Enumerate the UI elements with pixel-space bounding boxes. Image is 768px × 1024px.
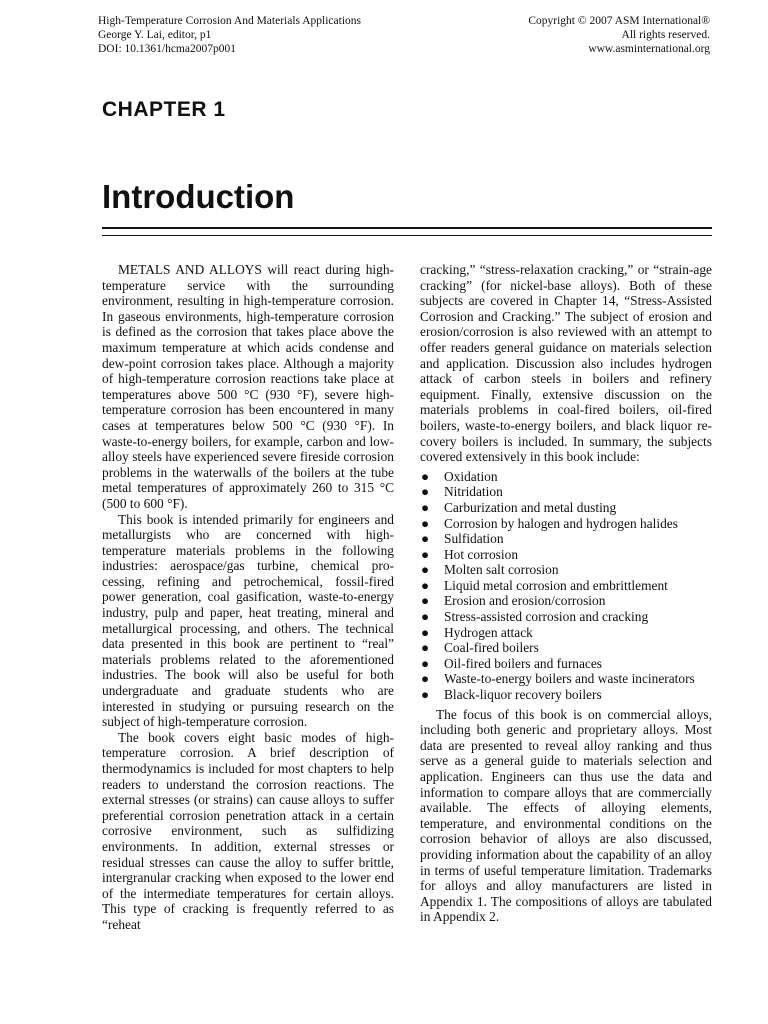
list-item: ● Molten salt corrosion bbox=[421, 562, 559, 578]
bullet-icon: ● bbox=[421, 546, 430, 562]
list-item: ● Hot corrosion bbox=[421, 546, 519, 562]
paragraph-1: METALS AND ALLOYS will react during high-temperature service with the surrounding environment, resulting in high-temperature corrosion. In gaseous environments, high-temperature corrosion is defined as the corrosion that takes place above the maximum temperature at which acids condense and dew-point corrosion takes place. Although a majority of high-temperature corrosion reactions take place at temperatures above 500 °C (930 °F), severe high-temperature corrosion has been encountered in many cases at temperatures below 500 °C (930 °F). In waste-to-energy boilers, for example, carbon and low-alloy steels have experienced severe fireside corrosion problems in the waterwalls of the boilers at the tube metal temperatures of approximately 260 to 315 °C (500 to 600 °F). bbox=[102, 262, 394, 511]
list-item: ● Stress-assisted corrosion and cracking bbox=[421, 609, 649, 625]
bullet-icon: ● bbox=[421, 484, 430, 500]
list-item: ● Corrosion by halogen and hydrogen halides bbox=[421, 515, 678, 531]
doi-line: DOI: 10.1361/hcma2007p001 bbox=[98, 43, 236, 55]
bullet-icon: ● bbox=[421, 655, 430, 671]
left-column bbox=[102, 262, 394, 933]
bullet-icon: ● bbox=[421, 562, 430, 578]
chapter-label: CHAPTER 1 bbox=[102, 98, 226, 121]
list-item: ● Nitridation bbox=[421, 484, 503, 500]
chapter-title: Introduction bbox=[102, 178, 295, 215]
bullet-icon: ● bbox=[421, 499, 430, 515]
paragraph-5: The focus of this book is on commercial alloys, including both generic and proprietary alloys. Most data are presented to reveal alloy ranking and thus serve as a general guide to materials selection and application. Engineers can thus use the data and information to compare alloys that are commercially available. The effects of alloying elements, temperature, and environmental conditions on the corrosion behavior of alloys are also discussed, providing information about the capability of an alloy in terms of useful temperature limitation. Trademarks for alloys and alloy manufacturers are listed in Appendix 1. The compositions of alloys are tabulated in Appendix 2. bbox=[420, 706, 712, 925]
topics-list bbox=[420, 469, 712, 703]
title-rule-thin bbox=[102, 235, 712, 236]
bullet-icon: ● bbox=[421, 687, 430, 703]
paragraph-4: cracking,” “stress-relaxation cracking,” or “strain-age cracking” (for nickel-base alloys). Both of these subjects are covered in Chapter 14, “Stress-Assisted Corrosion and Cracking.” The subject of erosion and erosion/corrosion is also reviewed with an attempt to offer readers general guidance on materials selection and application. Discussion also includes hydrogen attack of carbon steels in boilers and refinery equipment. Finally, extensive discussion on the materials problems in coal-fired boilers, oil-fired boilers, waste-to-energy boilers, and black liquor recovery boilers is included. In summary, the subjects covered extensively in this book include: bbox=[420, 262, 712, 465]
bullet-icon: ● bbox=[421, 593, 430, 609]
list-item: ● Hydrogen attack bbox=[421, 624, 533, 640]
paragraph-2: This book is intended primarily for engineers and metallurgists who are concerned with high-temperature materials problems in the following industries: aerospace/gas turbine, chemical processing, refining and petrochemical, fossil-fired power generation, coal gasification, waste-to-energy industry, pulp and paper, heat treating, mineral and metallurgical processing, and others. The technical data presented in this book are pertinent to “real” materials problems related to the aforementioned industries. The book will also be useful for both undergraduate and graduate students who are interested in studying or pursuing research on the subject of high-temperature corrosion. bbox=[102, 511, 394, 730]
list-item: ● Black-liquor recovery boilers bbox=[421, 687, 602, 703]
book-title-line: High-Temperature Corrosion And Materials Applications bbox=[98, 15, 362, 27]
list-item: ● Erosion and erosion/corrosion bbox=[421, 593, 606, 609]
bullet-icon: ● bbox=[421, 515, 430, 531]
right-column bbox=[420, 262, 712, 925]
list-item: ● Liquid metal corrosion and embrittlement bbox=[421, 577, 668, 593]
list-item: ● Oil-fired boilers and furnaces bbox=[421, 655, 603, 671]
bullet-icon: ● bbox=[421, 577, 430, 593]
list-item: ● Waste-to-energy boilers and waste incinerators bbox=[421, 671, 695, 687]
editor-line: George Y. Lai, editor, p1 bbox=[98, 29, 212, 41]
paragraph-3: The book covers eight basic modes of high-temperature corrosion. A brief description of thermodynamics is included for most chapters to help readers to understand the corrosion reactions. The external stresses (or strains) can cause alloys to suffer preferential corrosion penetration attack in a certain corrosive environment, such as sulfidizing environments. In addition, external stresses or residual stresses can cause the alloy to suffer brittle, intergranular cracking when exposed to the lower end of the intermediate temperatures for certain alloys. This type of cracking is frequently referred to as “reheat bbox=[102, 729, 394, 932]
bullet-icon: ● bbox=[421, 671, 430, 687]
list-item: ● Oxidation bbox=[421, 468, 498, 484]
list-item: ● Sulfidation bbox=[421, 531, 504, 547]
bullet-icon: ● bbox=[421, 468, 430, 484]
bullet-icon: ● bbox=[421, 609, 430, 625]
website-line: www.asminternational.org bbox=[588, 43, 710, 55]
running-header-right bbox=[528, 14, 710, 56]
running-header-left bbox=[98, 14, 361, 56]
rights-line: All rights reserved. bbox=[621, 29, 710, 41]
list-item: ● Coal-fired boilers bbox=[421, 640, 539, 656]
title-rule-thick bbox=[102, 227, 712, 229]
bullet-icon: ● bbox=[421, 531, 430, 547]
copyright-line: Copyright © 2007 ASM International® bbox=[528, 15, 710, 27]
bullet-icon: ● bbox=[421, 624, 430, 640]
list-item: ● Carburization and metal dusting bbox=[421, 499, 617, 515]
bullet-icon: ● bbox=[421, 640, 430, 656]
